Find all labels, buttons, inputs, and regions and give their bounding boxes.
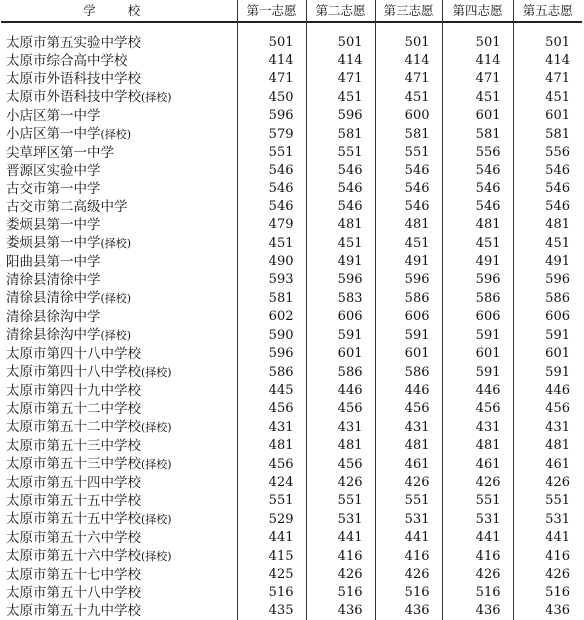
score-cell-choice-5: 456 xyxy=(513,400,582,418)
score-cell-choice-2: 546 xyxy=(306,162,375,180)
score-cell-choice-5: 591 xyxy=(513,363,582,382)
score-cell-choice-3: 446 xyxy=(375,382,442,400)
score-cell-choice-2: 426 xyxy=(306,566,375,584)
score-cell-choice-1: 516 xyxy=(237,584,306,602)
score-cell-choice-2: 491 xyxy=(306,253,375,271)
score-cell-choice-4: 426 xyxy=(442,566,513,584)
score-cell-choice-1: 481 xyxy=(237,437,306,455)
score-cell-choice-2: 456 xyxy=(306,400,375,418)
table-row xyxy=(1,144,582,162)
score-cell-choice-5: 441 xyxy=(513,529,582,547)
score-cell-choice-2: 551 xyxy=(306,492,375,510)
score-cell-choice-4: 591 xyxy=(442,363,513,382)
score-cell-choice-4: 431 xyxy=(442,418,513,437)
score-cell-choice-3: 431 xyxy=(375,418,442,437)
score-cell-choice-3: 600 xyxy=(375,107,442,125)
school-name-cell xyxy=(1,34,237,52)
choice-5-header: 第五志愿 xyxy=(513,0,582,22)
score-cell-choice-1: 551 xyxy=(237,492,306,510)
score-cell-choice-2: 456 xyxy=(306,455,375,474)
score-cell-choice-5: 546 xyxy=(513,198,582,216)
score-cell-choice-3: 451 xyxy=(375,88,442,107)
header-spacer xyxy=(1,22,582,34)
table-row xyxy=(1,602,582,620)
score-cell-choice-2: 606 xyxy=(306,308,375,326)
score-cell-choice-1: 471 xyxy=(237,70,306,88)
score-cell-choice-3: 586 xyxy=(375,363,442,382)
school-name-cell xyxy=(1,162,237,180)
score-cell-choice-1: 451 xyxy=(237,234,306,253)
score-cell-choice-1: 501 xyxy=(237,34,306,52)
score-cell-choice-1: 479 xyxy=(237,216,306,234)
school-selection-tag: (择校) xyxy=(141,458,172,471)
score-cell-choice-1: 529 xyxy=(237,510,306,529)
school-name-cell xyxy=(1,308,237,326)
table-row xyxy=(1,345,582,363)
score-cell-choice-3: 581 xyxy=(375,125,442,144)
score-cell-choice-3: 416 xyxy=(375,547,442,566)
score-cell-choice-1: 590 xyxy=(237,326,306,345)
score-cell-choice-3: 591 xyxy=(375,326,442,345)
table-row xyxy=(1,88,582,107)
score-cell-choice-3: 551 xyxy=(375,492,442,510)
score-cell-choice-4: 591 xyxy=(442,326,513,345)
table-row xyxy=(1,125,582,144)
score-cell-choice-3: 441 xyxy=(375,529,442,547)
school-column-header: 学 校 xyxy=(1,0,237,22)
score-cell-choice-3: 546 xyxy=(375,180,442,198)
school-name: 古交市第二高级中学 xyxy=(6,199,128,215)
school-name-cell xyxy=(1,88,237,107)
score-cell-choice-5: 551 xyxy=(513,492,582,510)
table-row xyxy=(1,418,582,437)
school-name: 太原市第五十五中学校 xyxy=(6,511,141,527)
table-row xyxy=(1,107,582,125)
score-cell-choice-3: 414 xyxy=(375,52,442,70)
score-cell-choice-1: 490 xyxy=(237,253,306,271)
school-name: 太原市第五十八中学校 xyxy=(6,585,141,601)
score-cell-choice-2: 546 xyxy=(306,198,375,216)
school-name: 清徐县徐沟中学 xyxy=(6,309,101,325)
school-name-cell xyxy=(1,510,237,529)
school-name-cell xyxy=(1,345,237,363)
score-cell-choice-5: 601 xyxy=(513,107,582,125)
score-cell-choice-1: 450 xyxy=(237,88,306,107)
school-name-cell xyxy=(1,253,237,271)
score-cell-choice-5: 426 xyxy=(513,566,582,584)
school-name-cell xyxy=(1,529,237,547)
score-cell-choice-5: 531 xyxy=(513,510,582,529)
score-cell-choice-4: 491 xyxy=(442,253,513,271)
score-cell-choice-1: 546 xyxy=(237,198,306,216)
score-cell-choice-1: 414 xyxy=(237,52,306,70)
school-name: 清徐县清徐中学 xyxy=(6,290,101,306)
table-row xyxy=(1,437,582,455)
score-cell-choice-4: 441 xyxy=(442,529,513,547)
score-cell-choice-1: 579 xyxy=(237,125,306,144)
table-row xyxy=(1,253,582,271)
score-cell-choice-5: 501 xyxy=(513,34,582,52)
score-cell-choice-2: 481 xyxy=(306,216,375,234)
score-cell-choice-2: 431 xyxy=(306,418,375,437)
table-body xyxy=(1,22,582,620)
school-name: 太原市外语科技中学校 xyxy=(6,71,141,87)
school-name-cell xyxy=(1,474,237,492)
school-name-cell xyxy=(1,566,237,584)
school-name: 阳曲县第一中学 xyxy=(6,254,101,270)
school-name: 太原市第四十九中学校 xyxy=(6,383,141,399)
score-cell-choice-3: 546 xyxy=(375,198,442,216)
school-name-cell xyxy=(1,125,237,144)
school-name: 太原市第四十八中学校 xyxy=(6,364,141,380)
score-cell-choice-3: 516 xyxy=(375,584,442,602)
school-name: 太原市外语科技中学校 xyxy=(6,89,141,105)
score-cell-choice-1: 602 xyxy=(237,308,306,326)
score-cell-choice-5: 431 xyxy=(513,418,582,437)
score-cell-choice-5: 426 xyxy=(513,474,582,492)
school-name-cell xyxy=(1,363,237,382)
school-name-cell xyxy=(1,602,237,620)
score-cell-choice-2: 531 xyxy=(306,510,375,529)
school-name: 太原市综合高中学校 xyxy=(6,53,128,69)
admission-scores-table xyxy=(1,0,582,620)
score-cell-choice-1: 586 xyxy=(237,363,306,382)
score-cell-choice-4: 481 xyxy=(442,437,513,455)
table-row xyxy=(1,308,582,326)
score-cell-choice-2: 471 xyxy=(306,70,375,88)
school-name: 娄烦县第一中学 xyxy=(6,217,101,233)
score-cell-choice-3: 491 xyxy=(375,253,442,271)
score-cell-choice-3: 436 xyxy=(375,602,442,620)
score-cell-choice-2: 441 xyxy=(306,529,375,547)
school-selection-tag: (择校) xyxy=(100,292,132,305)
score-cell-choice-1: 581 xyxy=(237,289,306,308)
score-cell-choice-4: 451 xyxy=(442,234,513,253)
school-name-cell xyxy=(1,289,237,308)
school-name-cell xyxy=(1,437,237,455)
score-cell-choice-1: 546 xyxy=(237,162,306,180)
score-cell-choice-2: 481 xyxy=(306,437,375,455)
school-name-cell xyxy=(1,144,237,162)
table-row xyxy=(1,492,582,510)
school-name-cell xyxy=(1,455,237,474)
score-cell-choice-5: 451 xyxy=(513,88,582,107)
score-cell-choice-1: 593 xyxy=(237,271,306,289)
score-cell-choice-4: 471 xyxy=(442,70,513,88)
school-name-cell xyxy=(1,234,237,253)
score-cell-choice-3: 586 xyxy=(375,289,442,308)
score-cell-choice-4: 601 xyxy=(442,107,513,125)
score-cell-choice-1: 415 xyxy=(237,547,306,566)
score-cell-choice-1: 424 xyxy=(237,474,306,492)
score-cell-choice-4: 456 xyxy=(442,400,513,418)
score-cell-choice-4: 426 xyxy=(442,474,513,492)
school-name-cell xyxy=(1,52,237,70)
score-cell-choice-5: 471 xyxy=(513,70,582,88)
score-cell-choice-4: 516 xyxy=(442,584,513,602)
score-cell-choice-3: 471 xyxy=(375,70,442,88)
school-name: 古交市第一中学 xyxy=(6,181,101,197)
score-cell-choice-1: 546 xyxy=(237,180,306,198)
score-cell-choice-2: 583 xyxy=(306,289,375,308)
school-selection-tag: (择校) xyxy=(141,550,172,563)
score-cell-choice-5: 414 xyxy=(513,52,582,70)
school-name-cell xyxy=(1,382,237,400)
table-row xyxy=(1,289,582,308)
score-cell-choice-5: 446 xyxy=(513,382,582,400)
score-cell-choice-4: 546 xyxy=(442,162,513,180)
school-name: 太原市第五十三中学校 xyxy=(6,438,141,454)
score-cell-choice-2: 546 xyxy=(306,180,375,198)
score-cell-choice-3: 551 xyxy=(375,144,442,162)
score-cell-choice-5: 596 xyxy=(513,271,582,289)
score-cell-choice-3: 596 xyxy=(375,271,442,289)
score-cell-choice-1: 456 xyxy=(237,400,306,418)
school-name-cell xyxy=(1,326,237,345)
school-name-cell xyxy=(1,107,237,125)
school-name: 太原市第五十七中学校 xyxy=(6,567,141,583)
score-cell-choice-2: 601 xyxy=(306,345,375,363)
school-name-cell xyxy=(1,70,237,88)
table-row xyxy=(1,34,582,52)
school-name: 太原市第五十二中学校 xyxy=(6,401,141,417)
score-cell-choice-5: 581 xyxy=(513,125,582,144)
table-row xyxy=(1,198,582,216)
school-name-cell xyxy=(1,180,237,198)
school-selection-tag: (择校) xyxy=(141,421,172,434)
school-name-cell xyxy=(1,400,237,418)
school-name: 太原市第五十五中学校 xyxy=(6,493,141,509)
score-cell-choice-4: 586 xyxy=(442,289,513,308)
score-cell-choice-5: 606 xyxy=(513,308,582,326)
score-cell-choice-5: 481 xyxy=(513,437,582,455)
score-cell-choice-5: 556 xyxy=(513,144,582,162)
school-name-cell xyxy=(1,216,237,234)
school-selection-tag: (择校) xyxy=(100,329,132,342)
score-cell-choice-3: 426 xyxy=(375,566,442,584)
score-cell-choice-5: 451 xyxy=(513,234,582,253)
choice-3-header: 第三志愿 xyxy=(375,0,442,22)
score-cell-choice-5: 546 xyxy=(513,180,582,198)
score-cell-choice-1: 441 xyxy=(237,529,306,547)
school-selection-tag: (择校) xyxy=(141,91,172,104)
score-cell-choice-4: 546 xyxy=(442,198,513,216)
score-cell-choice-1: 435 xyxy=(237,602,306,620)
score-cell-choice-3: 456 xyxy=(375,400,442,418)
school-name: 清徐县清徐中学 xyxy=(6,272,101,288)
table-row xyxy=(1,547,582,566)
score-cell-choice-1: 445 xyxy=(237,382,306,400)
school-name: 太原市第五十九中学校 xyxy=(6,603,141,619)
score-cell-choice-4: 556 xyxy=(442,144,513,162)
score-cell-choice-1: 596 xyxy=(237,345,306,363)
score-cell-choice-5: 586 xyxy=(513,289,582,308)
score-cell-choice-4: 451 xyxy=(442,88,513,107)
table-row xyxy=(1,474,582,492)
score-cell-choice-2: 591 xyxy=(306,326,375,345)
school-name-cell xyxy=(1,584,237,602)
school-name: 小店区第一中学 xyxy=(6,108,101,124)
score-cell-choice-4: 436 xyxy=(442,602,513,620)
score-cell-choice-4: 601 xyxy=(442,345,513,363)
school-name: 晋源区实验中学 xyxy=(6,163,101,179)
score-cell-choice-2: 414 xyxy=(306,52,375,70)
table-row xyxy=(1,455,582,474)
school-name-cell xyxy=(1,547,237,566)
table-row xyxy=(1,510,582,529)
score-cell-choice-2: 446 xyxy=(306,382,375,400)
score-cell-choice-4: 416 xyxy=(442,547,513,566)
score-cell-choice-1: 425 xyxy=(237,566,306,584)
school-name-cell xyxy=(1,492,237,510)
school-name: 太原市第五实验中学校 xyxy=(6,35,141,51)
header-row xyxy=(1,0,582,22)
school-name-cell xyxy=(1,198,237,216)
school-name: 清徐县徐沟中学 xyxy=(6,327,101,343)
school-name-cell xyxy=(1,418,237,437)
school-name: 小店区第一中学 xyxy=(6,126,101,142)
score-cell-choice-4: 414 xyxy=(442,52,513,70)
school-name: 太原市第五十六中学校 xyxy=(6,548,141,564)
school-name-cell xyxy=(1,271,237,289)
score-cell-choice-5: 546 xyxy=(513,162,582,180)
score-cell-choice-4: 546 xyxy=(442,180,513,198)
score-cell-choice-2: 551 xyxy=(306,144,375,162)
score-cell-choice-5: 601 xyxy=(513,345,582,363)
school-selection-tag: (择校) xyxy=(141,366,172,379)
score-cell-choice-2: 516 xyxy=(306,584,375,602)
score-cell-choice-1: 551 xyxy=(237,144,306,162)
score-cell-choice-5: 591 xyxy=(513,326,582,345)
table-row xyxy=(1,529,582,547)
score-cell-choice-5: 516 xyxy=(513,584,582,602)
score-cell-choice-2: 436 xyxy=(306,602,375,620)
score-cell-choice-3: 451 xyxy=(375,234,442,253)
school-selection-tag: (择校) xyxy=(141,513,172,526)
score-cell-choice-3: 546 xyxy=(375,162,442,180)
school-name: 太原市第五十六中学校 xyxy=(6,530,141,546)
school-selection-tag: (择校) xyxy=(100,128,132,141)
score-cell-choice-5: 436 xyxy=(513,602,582,620)
table-row xyxy=(1,566,582,584)
choice-1-header: 第一志愿 xyxy=(237,0,306,22)
table-row xyxy=(1,382,582,400)
score-cell-choice-4: 596 xyxy=(442,271,513,289)
score-cell-choice-2: 451 xyxy=(306,88,375,107)
table-row xyxy=(1,216,582,234)
table-row xyxy=(1,326,582,345)
table-row xyxy=(1,363,582,382)
score-cell-choice-4: 531 xyxy=(442,510,513,529)
score-cell-choice-1: 596 xyxy=(237,107,306,125)
score-cell-choice-4: 446 xyxy=(442,382,513,400)
score-cell-choice-2: 596 xyxy=(306,271,375,289)
score-cell-choice-4: 581 xyxy=(442,125,513,144)
score-cell-choice-2: 581 xyxy=(306,125,375,144)
score-cell-choice-2: 451 xyxy=(306,234,375,253)
score-cell-choice-5: 461 xyxy=(513,455,582,474)
score-cell-choice-3: 501 xyxy=(375,34,442,52)
score-cell-choice-5: 416 xyxy=(513,547,582,566)
table-row xyxy=(1,400,582,418)
score-cell-choice-2: 596 xyxy=(306,107,375,125)
school-name: 娄烦县第一中学 xyxy=(6,235,101,251)
score-cell-choice-4: 481 xyxy=(442,216,513,234)
score-cell-choice-3: 481 xyxy=(375,216,442,234)
score-cell-choice-4: 501 xyxy=(442,34,513,52)
score-cell-choice-2: 426 xyxy=(306,474,375,492)
table-row xyxy=(1,180,582,198)
score-cell-choice-1: 431 xyxy=(237,418,306,437)
score-cell-choice-3: 601 xyxy=(375,345,442,363)
school-name: 太原市第五十四中学校 xyxy=(6,475,141,491)
table-row xyxy=(1,52,582,70)
score-cell-choice-3: 606 xyxy=(375,308,442,326)
score-cell-choice-5: 481 xyxy=(513,216,582,234)
table-row xyxy=(1,70,582,88)
school-name: 尖草坪区第一中学 xyxy=(6,145,114,161)
table-row xyxy=(1,584,582,602)
table-row xyxy=(1,234,582,253)
score-cell-choice-3: 531 xyxy=(375,510,442,529)
table-row xyxy=(1,271,582,289)
score-cell-choice-5: 491 xyxy=(513,253,582,271)
choice-4-header: 第四志愿 xyxy=(442,0,513,22)
school-name: 太原市第五十三中学校 xyxy=(6,456,141,472)
score-cell-choice-4: 461 xyxy=(442,455,513,474)
school-selection-tag: (择校) xyxy=(100,237,132,250)
score-cell-choice-3: 461 xyxy=(375,455,442,474)
school-name: 太原市第四十八中学校 xyxy=(6,346,141,362)
score-cell-choice-2: 416 xyxy=(306,547,375,566)
school-name: 太原市第五十二中学校 xyxy=(6,419,141,435)
table-row xyxy=(1,162,582,180)
score-cell-choice-4: 551 xyxy=(442,492,513,510)
choice-2-header: 第二志愿 xyxy=(306,0,375,22)
score-cell-choice-2: 501 xyxy=(306,34,375,52)
score-cell-choice-4: 606 xyxy=(442,308,513,326)
score-cell-choice-3: 426 xyxy=(375,474,442,492)
score-cell-choice-1: 456 xyxy=(237,455,306,474)
score-cell-choice-2: 586 xyxy=(306,363,375,382)
score-cell-choice-3: 481 xyxy=(375,437,442,455)
